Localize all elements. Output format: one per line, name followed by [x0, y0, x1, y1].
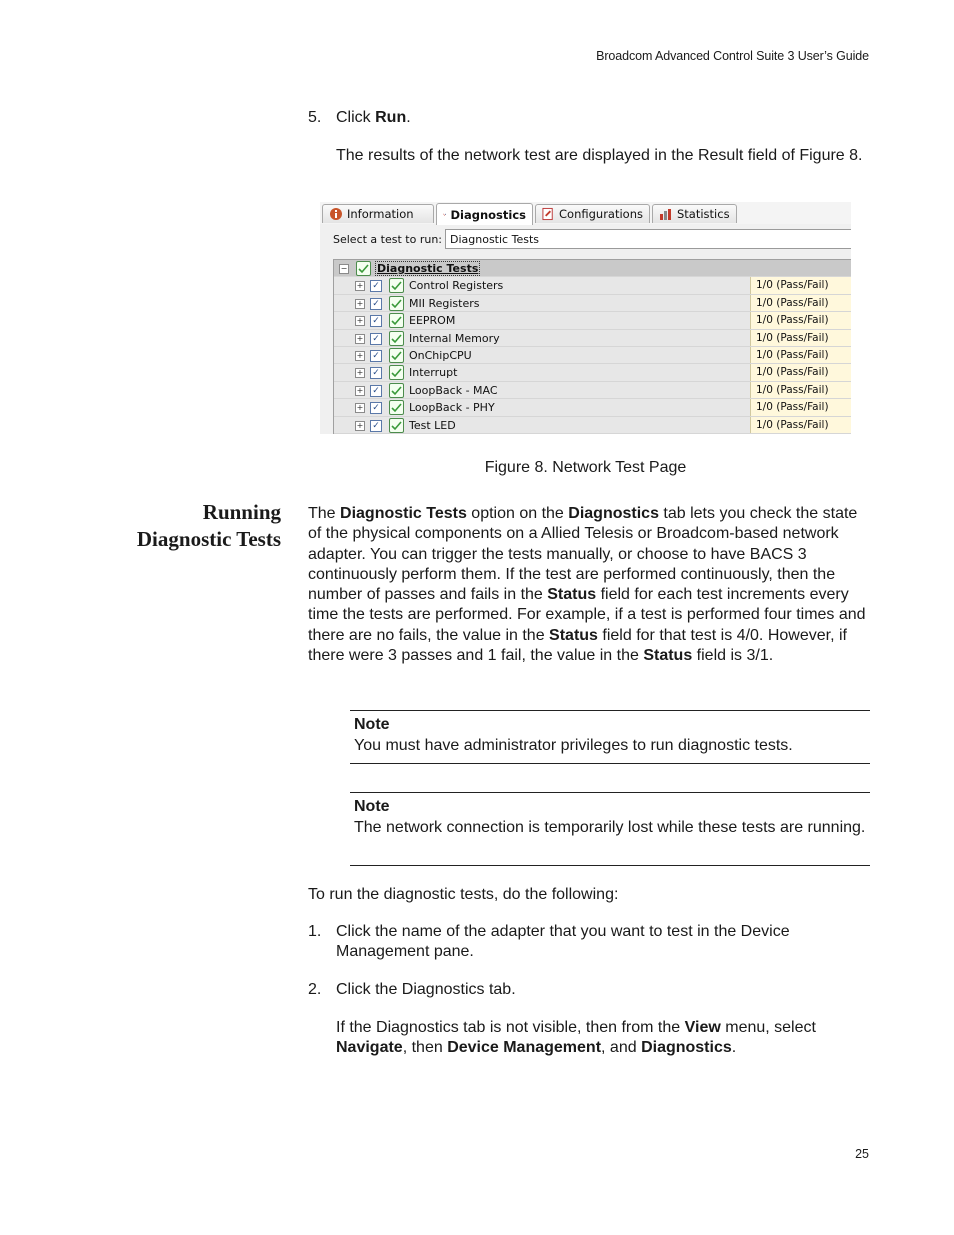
tree-test-row[interactable] [334, 364, 851, 381]
tab-bar [320, 202, 851, 225]
checkbox[interactable]: ✓ [370, 367, 382, 379]
test-status: 1/0 (Pass/Fail) [750, 382, 851, 398]
checkbox[interactable]: ✓ [370, 298, 382, 310]
figure-caption: Figure 8. Network Test Page [484, 459, 687, 476]
checkbox[interactable]: ✓ [370, 402, 382, 414]
procedure-intro: To run the diagnostic tests, do the following: [308, 886, 619, 903]
checkbox[interactable]: ✓ [370, 333, 382, 345]
green-check-icon [389, 418, 404, 433]
step-text: Click the name of the adapter that you want to test in the Device Management pane. [336, 923, 790, 961]
expand-icon[interactable]: + [356, 403, 364, 413]
test-name: Control Registers [409, 279, 504, 293]
test-name: Test LED [409, 418, 456, 432]
test-name: OnChipCPU [409, 349, 472, 362]
step-2-detail: If the Diagnostics tab is not visible, then from the View menu, select Navigate, then Device Management, and Diagnostics. [336, 1019, 816, 1057]
expand-icon[interactable]: + [356, 281, 364, 291]
tree-test-row[interactable] [334, 399, 851, 416]
select-test-label: Select a test to run: [333, 233, 443, 246]
collapse-icon[interactable]: − [340, 264, 348, 273]
config-icon [542, 207, 555, 221]
tree-test-row[interactable] [334, 382, 851, 399]
green-check-icon [389, 365, 404, 380]
test-name: Interrupt [409, 366, 458, 380]
test-status: 1/0 (Pass/Fail) [750, 312, 851, 328]
tree-root-row[interactable] [334, 260, 851, 277]
expand-icon[interactable]: + [356, 316, 364, 326]
tab-statistics[interactable]: Statistics [652, 204, 737, 223]
note-text: The network connection is temporarily lost while these tests are running. [354, 819, 866, 836]
section-paragraph: The Diagnostic Tests option on the Diagnostics tab lets you check the state of the physical components on a Allied Telesis or Broadcom-based network adapter. You can trigger the tests manually, or choose to have BACS 3 continuously perform them. If the test are performed continuously, then the number of passes and fails in the Status field for each test increments every time the tests are performed. For example, if a test is performed four times and there are no fails, the value in the Status field for that test is 4/0. However, if there were 3 passes and 1 fail, the value in the Status field is 3/1. [308, 505, 866, 665]
green-check-icon [389, 296, 404, 311]
green-check-icon [389, 400, 404, 415]
test-status: 1/0 (Pass/Fail) [750, 364, 851, 380]
expand-icon[interactable]: + [356, 420, 364, 430]
expand-icon[interactable]: + [356, 298, 364, 308]
test-name: LoopBack - MAC [409, 383, 498, 397]
tab-configurations[interactable]: Configurations [535, 204, 650, 223]
test-status: 1/0 (Pass/Fail) [750, 417, 851, 433]
tree-root-label: Diagnostic Tests [377, 262, 479, 275]
tree-test-row[interactable] [334, 277, 851, 294]
section-heading: Running Diagnostic Tests [136, 500, 281, 551]
test-name: Internal Memory [409, 331, 500, 345]
green-check-icon [389, 278, 404, 293]
step-5-result: The results of the network test are displayed in the Result field of Figure 8. [336, 147, 863, 164]
test-status: 1/0 (Pass/Fail) [750, 277, 851, 293]
test-name: MII Registers [409, 296, 480, 310]
test-status: 1/0 (Pass/Fail) [750, 399, 851, 415]
step-number: 1. [308, 923, 322, 940]
expand-icon[interactable]: + [356, 351, 364, 360]
network-test-screenshot [320, 202, 851, 434]
statistics-icon [659, 207, 673, 221]
info-icon [329, 207, 343, 221]
tree-test-row[interactable] [334, 295, 851, 312]
page-number: 25 [855, 1147, 869, 1161]
expand-icon[interactable]: + [356, 333, 364, 343]
test-status: 1/0 (Pass/Fail) [750, 347, 851, 363]
checkbox[interactable]: ✓ [370, 315, 382, 327]
green-check-icon [356, 261, 371, 276]
test-name: EEPROM [409, 314, 456, 328]
checkbox[interactable]: ✓ [370, 385, 382, 397]
tab-diagnostics[interactable]: Diagnostics [436, 203, 533, 225]
step-number: 2. [308, 981, 322, 998]
expand-icon[interactable]: + [356, 368, 364, 378]
green-check-icon [389, 383, 404, 398]
tree-test-row[interactable] [334, 347, 851, 364]
test-selector-row [320, 224, 851, 258]
test-status: 1/0 (Pass/Fail) [750, 295, 851, 311]
checkbox[interactable]: ✓ [370, 420, 382, 432]
note-title: Note [354, 798, 390, 815]
test-select-dropdown[interactable]: Diagnostic Tests [445, 229, 851, 249]
green-check-icon [389, 313, 404, 328]
step-2 [308, 980, 868, 1002]
green-check-icon [389, 348, 404, 363]
note-box [350, 792, 870, 866]
tree-test-row[interactable] [334, 330, 851, 347]
note-text: You must have administrator privileges to run diagnostic tests. [354, 737, 793, 754]
tree-test-row[interactable] [334, 417, 851, 434]
tree-test-row[interactable] [334, 312, 851, 329]
checkbox[interactable]: ✓ [370, 280, 382, 292]
stethoscope-icon [443, 208, 446, 222]
note-box [350, 710, 870, 764]
step-5 [308, 108, 868, 130]
test-status: 1/0 (Pass/Fail) [750, 330, 851, 346]
test-name: LoopBack - PHY [409, 401, 495, 415]
diagnostic-test-tree [333, 259, 851, 434]
step-text: Click Run. [336, 109, 411, 126]
step-text: Click the Diagnostics tab. [336, 981, 516, 998]
green-check-icon [389, 331, 404, 346]
step-1 [308, 922, 868, 964]
expand-icon[interactable]: + [356, 385, 364, 395]
step-number: 5. [308, 109, 322, 126]
tab-information[interactable]: Information [322, 204, 434, 223]
note-title: Note [354, 716, 390, 733]
running-header: Broadcom Advanced Control Suite 3 User’s Guide [596, 49, 869, 63]
checkbox[interactable]: ✓ [370, 350, 382, 362]
